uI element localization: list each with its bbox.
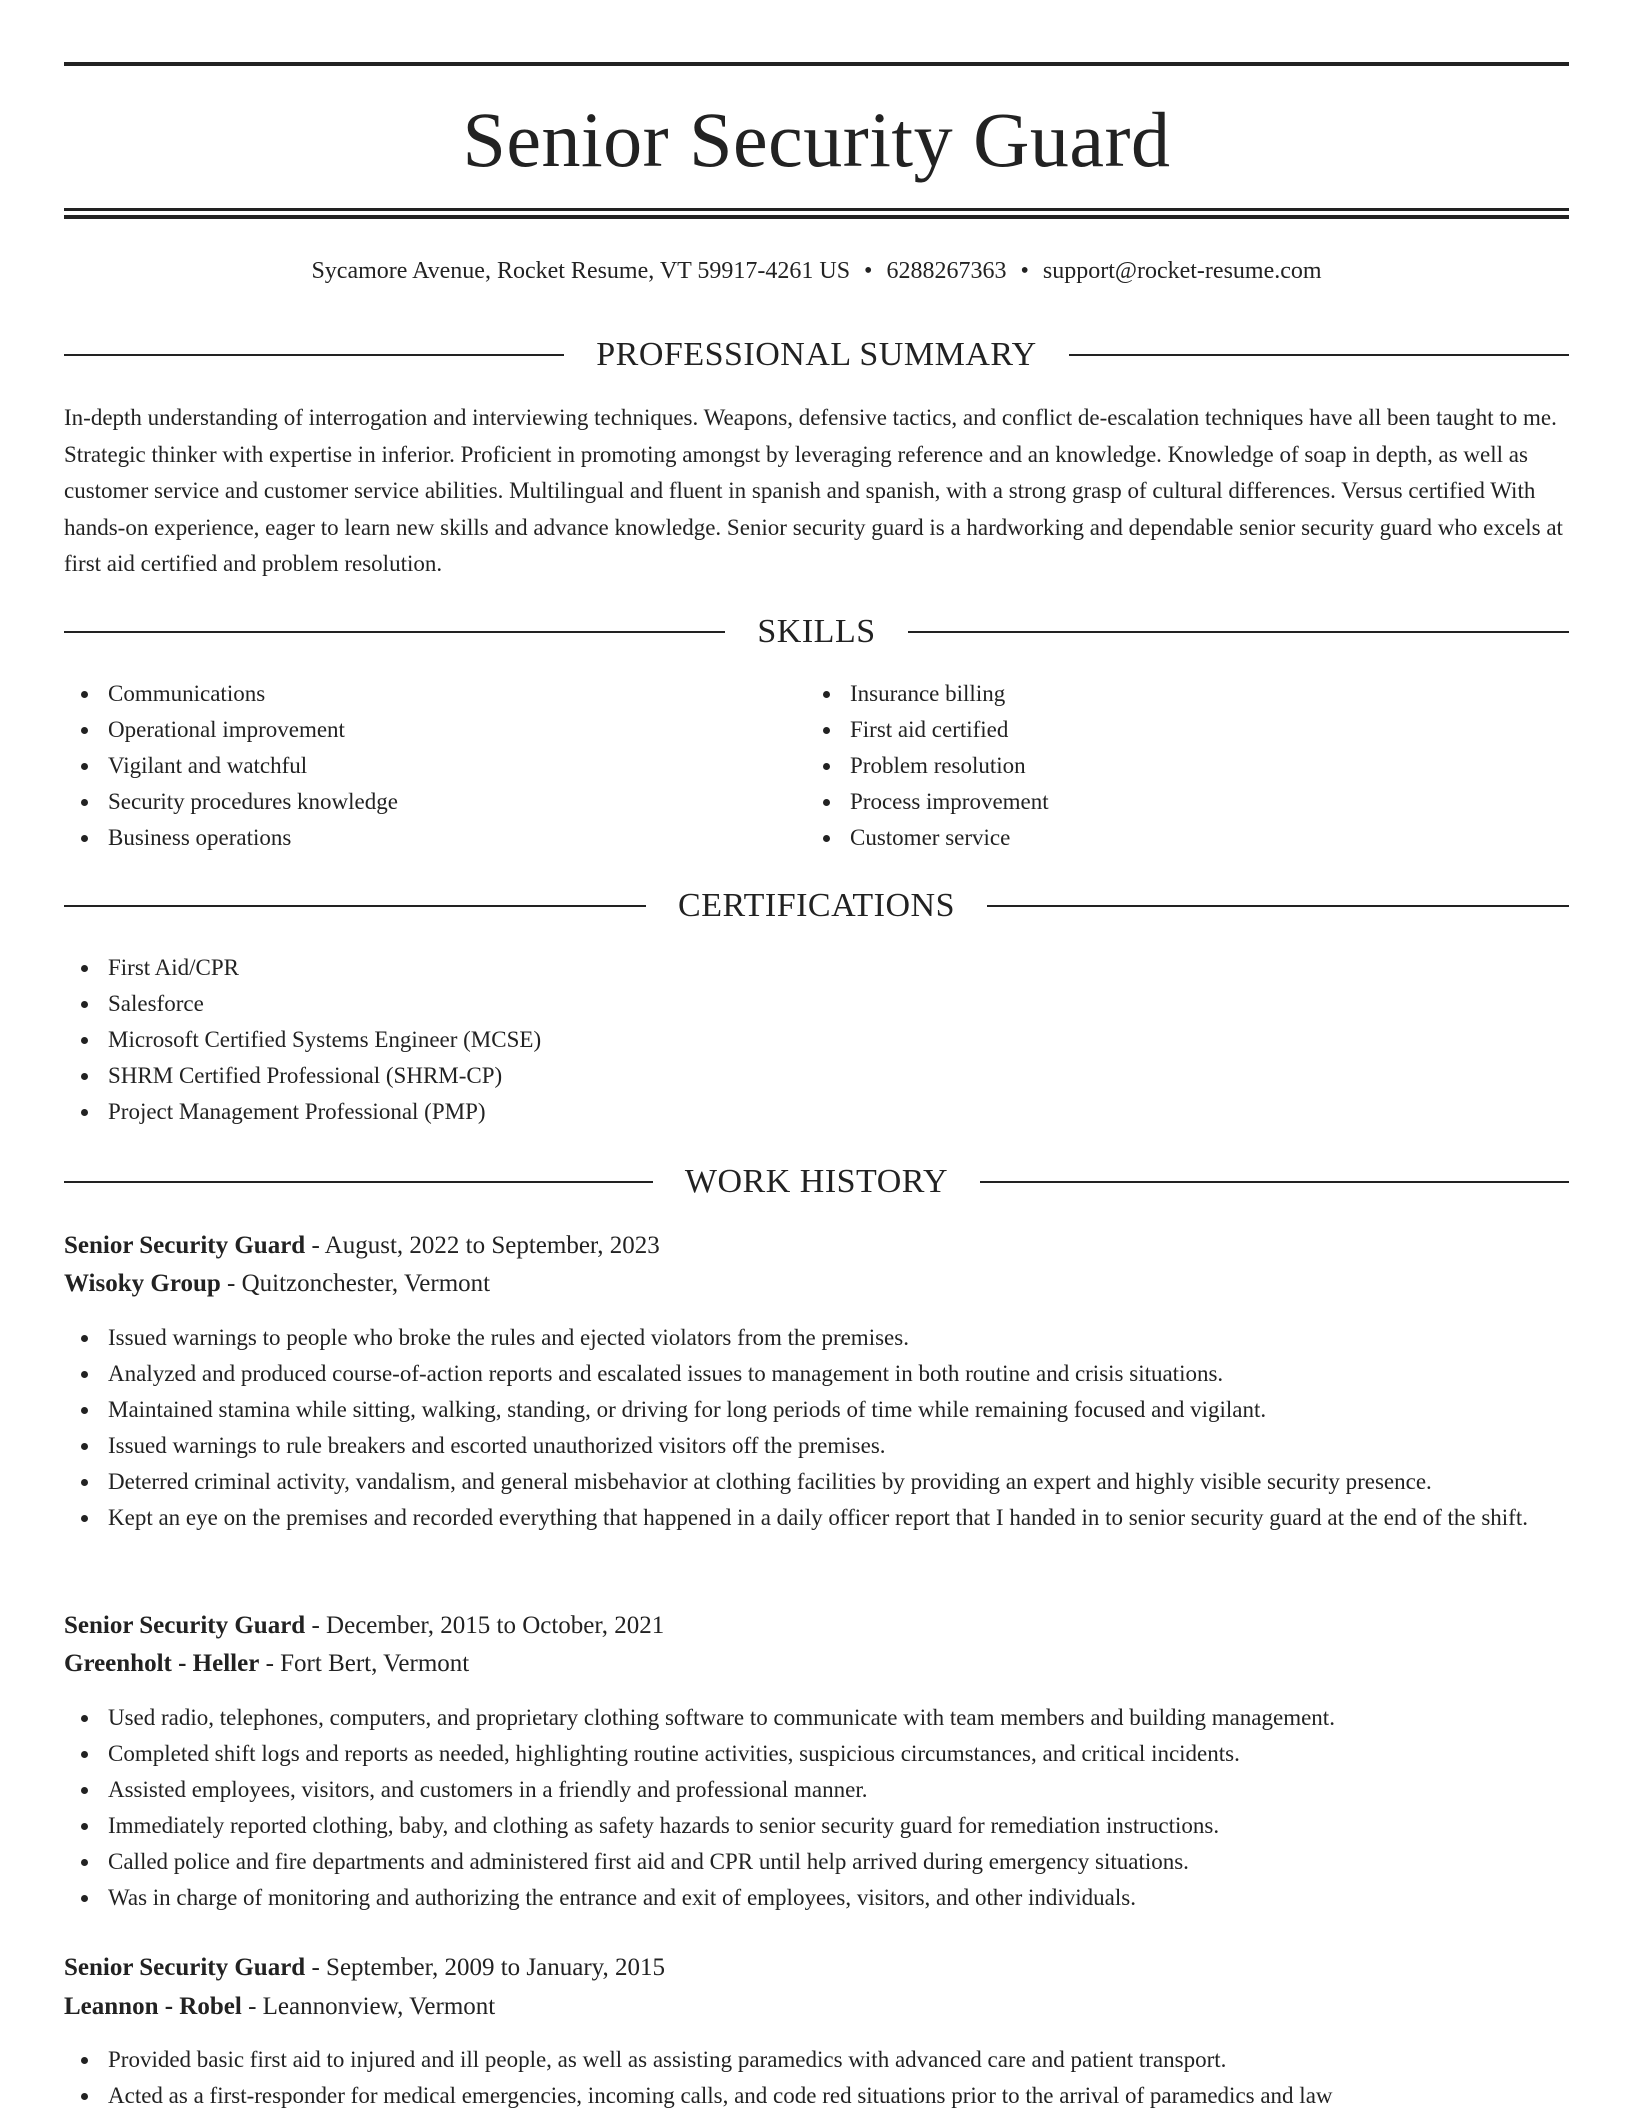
job-company: Greenholt - Heller [64, 1650, 260, 1677]
job-dates: - December, 2015 to October, 2021 [305, 1612, 665, 1639]
job-duty-item: Provided basic first aid to injured and ill people, as well as assisting paramedics with advanced care and patient transport. [64, 2042, 1569, 2078]
heading-rule-left [64, 631, 725, 633]
skill-item: Security procedures knowledge [64, 784, 398, 820]
job-duty-item: Acted as a first-responder for medical emergencies, incoming calls, and code red situations prior to the arrival of paramedics and law [64, 2078, 1569, 2114]
job-location: - Leannonview, Vermont [241, 1993, 496, 2020]
job-company: Leannon - Robel [64, 1993, 242, 2020]
section-heading-summary [64, 333, 1569, 377]
contact-phone: 6288267363 [886, 258, 1007, 284]
job-title-line [64, 1949, 665, 1987]
contact-separator: • [1020, 258, 1029, 284]
header-top-rule [64, 62, 1569, 66]
heading-rule-right [1069, 354, 1569, 356]
job-duty-item: Deterred criminal activity, vandalism, and general misbehavior at clothing facilities by providing an expert and highly visible security presence. [64, 1464, 1569, 1500]
skill-item: Problem resolution [806, 748, 1049, 784]
job-duty-item: Immediately reported clothing, baby, and clothing as safety hazards to senior security guard for remediation instructions. [64, 1808, 1569, 1844]
certification-item: Project Management Professional (PMP) [64, 1094, 541, 1130]
job-title-line [64, 1607, 664, 1645]
job-duty-item: Called police and fire departments and administered first aid and CPR until help arrived during emergency situations. [64, 1844, 1569, 1880]
job-title: Senior Security Guard [64, 1612, 306, 1639]
skill-item: Insurance billing [806, 676, 1049, 712]
job-duties-list [64, 2042, 1569, 2114]
heading-rule-left [64, 1181, 653, 1183]
professional-summary-text: In-depth understanding of interrogation and interviewing techniques. Weapons, defensive tactics, and conflict de-escalation techniques have all been taught to me. Strategic thinker with expertise in inferior. Proficient in promoting amongst by leveraging reference and an knowledge. Knowledge of soap in depth, as well as customer service and customer service abilities. Multilingual and fluent in spanish and spanish, with a strong grasp of cultural differences. Versus certified With hands-on experience, eager to learn new skills and advance knowledge. Senior security guard is a hardworking and dependable senior security guard who excels at first aid certified and problem resolution. [64, 405, 1563, 576]
certification-item: SHRM Certified Professional (SHRM-CP) [64, 1058, 541, 1094]
job-title: Senior Security Guard [64, 1232, 306, 1259]
job-duty-item: Kept an eye on the premises and recorded everything that happened in a daily officer report that I handed in to senior security guard at the end of the shift. [64, 1500, 1569, 1536]
job-company-line [64, 1988, 495, 2026]
section-title: SKILLS [757, 613, 876, 650]
job-duty-item: Issued warnings to rule breakers and escorted unauthorized visitors off the premises. [64, 1428, 1569, 1464]
skill-item: Process improvement [806, 784, 1049, 820]
skill-item: Communications [64, 676, 398, 712]
job-duty-item: Used radio, telephones, computers, and proprietary clothing software to communicate with team members and building management. [64, 1700, 1569, 1736]
contact-separator: • [864, 258, 873, 284]
section-heading-skills [64, 610, 1569, 654]
skill-item: Customer service [806, 820, 1049, 856]
job-duty-item: Analyzed and produced course-of-action reports and escalated issues to management in both routine and crisis situations. [64, 1356, 1569, 1392]
skill-item: Operational improvement [64, 712, 398, 748]
job-dates: - August, 2022 to September, 2023 [305, 1232, 660, 1259]
section-title: CERTIFICATIONS [678, 887, 955, 924]
section-heading-certifications [64, 884, 1569, 928]
certifications-list [64, 950, 541, 1130]
skill-item: First aid certified [806, 712, 1049, 748]
job-location: - Quitzonchester, Vermont [220, 1270, 491, 1297]
skills-list-left [64, 676, 398, 856]
job-duty-item: Issued warnings to people who broke the rules and ejected violators from the premises. [64, 1320, 1569, 1356]
job-duty-item: Completed shift logs and reports as needed, highlighting routine activities, suspicious circumstances, and critical incidents. [64, 1736, 1569, 1772]
job-company-line [64, 1645, 469, 1683]
job-company-line [64, 1265, 490, 1303]
job-title: Senior Security Guard [64, 1954, 306, 1981]
job-duties-list [64, 1700, 1569, 1916]
header-double-rule-lower [64, 215, 1569, 219]
resume-name-title: Senior Security Guard [462, 96, 1171, 183]
heading-rule-left [64, 905, 646, 907]
contact-line [64, 254, 1569, 288]
contact-email: support@rocket-resume.com [1042, 258, 1322, 284]
skills-list-right [806, 676, 1049, 856]
heading-rule-right [980, 1181, 1569, 1183]
job-duty-item: Was in charge of monitoring and authorizing the entrance and exit of employees, visitors, and other individuals. [64, 1880, 1569, 1916]
job-location: - Fort Bert, Vermont [259, 1650, 470, 1677]
job-duty-item: Assisted employees, visitors, and customers in a friendly and professional manner. [64, 1772, 1569, 1808]
header-double-rule-upper [64, 208, 1569, 211]
heading-rule-left [64, 354, 564, 356]
skill-item: Business operations [64, 820, 398, 856]
section-title: PROFESSIONAL SUMMARY [596, 336, 1037, 373]
job-dates: - September, 2009 to January, 2015 [305, 1954, 666, 1981]
job-title-line [64, 1227, 660, 1265]
section-title: WORK HISTORY [684, 1163, 949, 1200]
certification-item: Salesforce [64, 986, 541, 1022]
contact-address: Sycamore Avenue, Rocket Resume, VT 59917-4261 US [311, 258, 851, 284]
heading-rule-right [908, 631, 1569, 633]
section-heading-work-history [64, 1160, 1569, 1204]
certification-item: Microsoft Certified Systems Engineer (MCSE) [64, 1022, 541, 1058]
certification-item: First Aid/CPR [64, 950, 541, 986]
job-duty-item: Maintained stamina while sitting, walking, standing, or driving for long periods of time while remaining focused and vigilant. [64, 1392, 1569, 1428]
skill-item: Vigilant and watchful [64, 748, 398, 784]
job-duties-list [64, 1320, 1569, 1536]
heading-rule-right [987, 905, 1569, 907]
job-company: Wisoky Group [64, 1270, 221, 1297]
